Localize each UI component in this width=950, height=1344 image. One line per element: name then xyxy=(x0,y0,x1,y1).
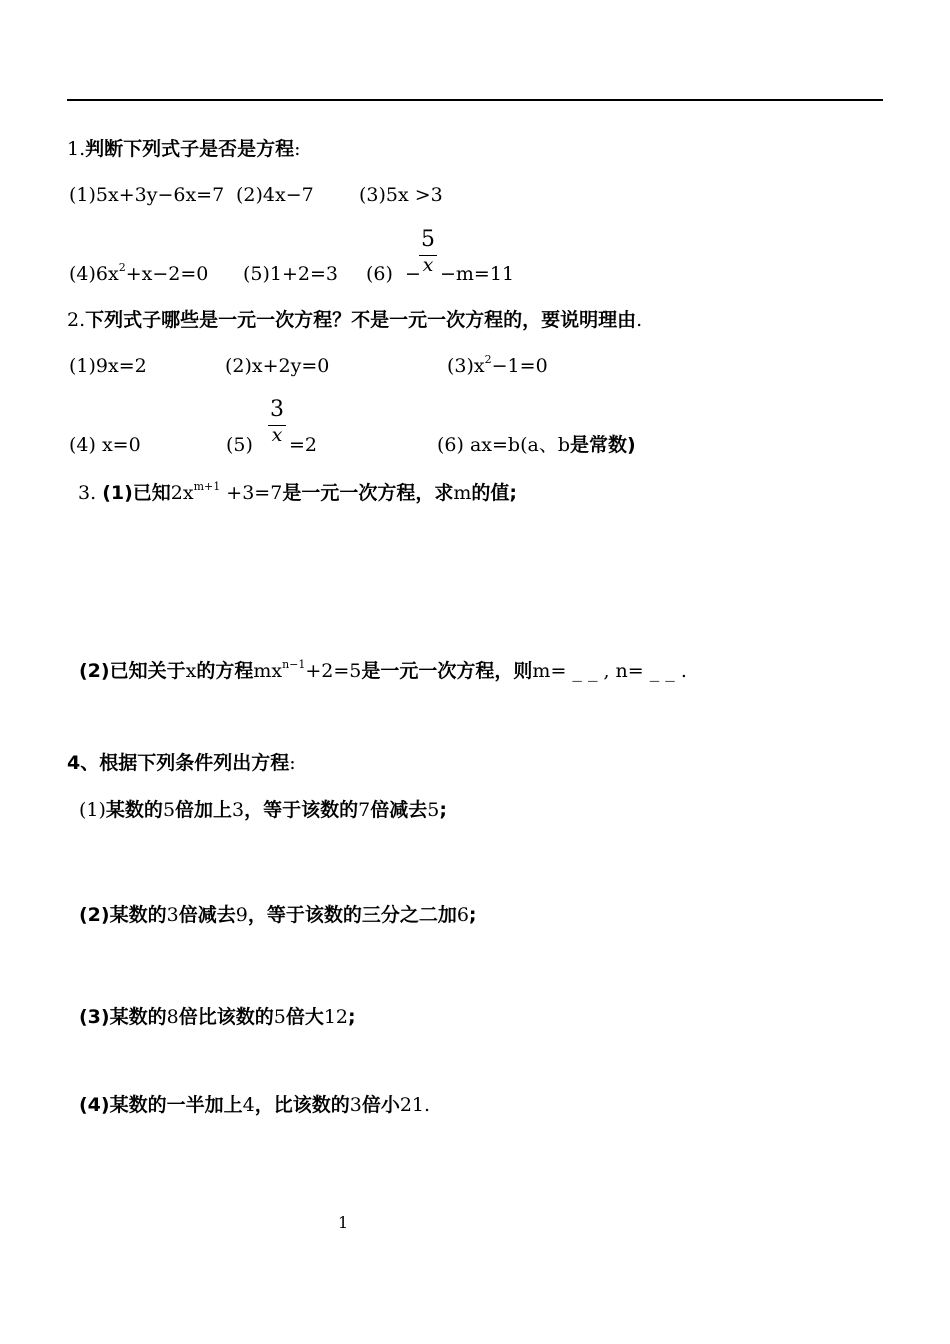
q2-item-1: (1)9x=2 xyxy=(69,355,147,377)
q2-item-5-label: (5) xyxy=(226,434,253,456)
page-number: 1 xyxy=(338,1213,349,1232)
header-rule xyxy=(67,99,883,101)
q2-item-5-rest: =2 xyxy=(289,434,318,456)
q3-part-2: (2)已知关于x的方程$mx^{n-1}+2=5$是一元一次方程，则m= _ _ , n= _ _ . xyxy=(79,658,687,682)
q4-item-4: (4)某数的一半加上4，比该数的3倍小21. xyxy=(79,1094,431,1116)
q1-item-6-label: (6) xyxy=(366,263,393,285)
q2-item-4: (4) x=0 xyxy=(69,434,141,456)
fraction-denominator: x xyxy=(422,254,434,276)
q2-item-6: (6) ax=b(a、b是常数) xyxy=(437,434,636,456)
q1-item-1: (1)5x+3y−6x=7 xyxy=(69,184,225,206)
fraction-numerator: 5 xyxy=(421,227,435,252)
q4-title: 4、根据下列条件列出方程: xyxy=(67,752,296,774)
q1-item-5: (5)1+2=3 xyxy=(243,263,339,285)
q3-part-1: 3. (1)已知$2x^{m+1} +3=7$是一元一次方程，求m的值; xyxy=(78,480,517,504)
q2-item-3: $(3)x^2-1=0$ xyxy=(447,353,548,377)
q4-item-2: (2)某数的3倍减去9，等于该数的三分之二加6; xyxy=(79,904,477,926)
fraction-numerator: 3 xyxy=(270,397,284,422)
q1-item-6-minus: − xyxy=(405,263,421,285)
q1-item-6-rest: −m=11 xyxy=(440,263,515,285)
fraction-denominator: x xyxy=(271,424,283,446)
q1-item-2: (2)4x−7 xyxy=(236,184,314,206)
q1-item-3: (3)5x >3 xyxy=(359,184,443,206)
q2-item-2: (2)x+2y=0 xyxy=(225,355,330,377)
q4-item-1: (1)某数的5倍加上3，等于该数的7倍减去5; xyxy=(79,799,447,821)
q4-item-3: (3)某数的8倍比该数的5倍大12; xyxy=(79,1006,356,1028)
q2-title: 2.下列式子哪些是一元一次方程？不是一元一次方程的，要说明理由. xyxy=(67,309,643,331)
q1-item-4: $(4)6x^2+x-2=0$ xyxy=(69,261,209,285)
q1-title: 1.判断下列式子是否是方程: xyxy=(67,138,301,160)
